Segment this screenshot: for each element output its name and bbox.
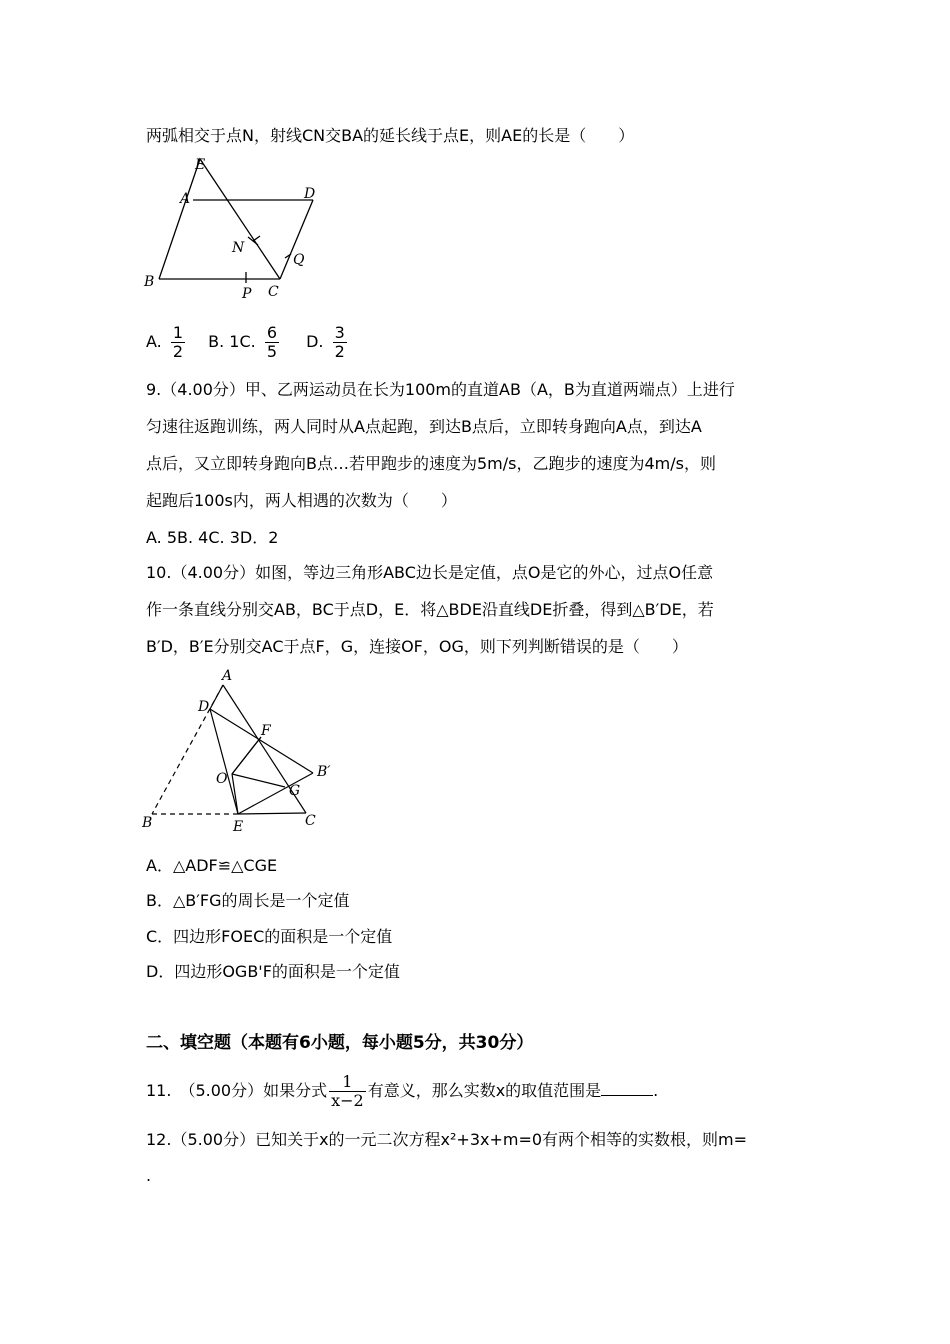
q8-option-d-num: 3 bbox=[334, 323, 345, 342]
q10-figure bbox=[138, 665, 348, 840]
q11-suffix: 有意义，那么实数x的取值范围是 bbox=[367, 1081, 602, 1100]
q8-label-b: B bbox=[144, 274, 155, 290]
q10-line-3: B′D，B′E分别交AC于点F，G，连接OF，OG，则下列判断错误的是（ ） bbox=[146, 637, 688, 656]
q8-option-d-fraction bbox=[333, 324, 347, 361]
q10-line-1: 10.（4.00分）如图，等边三角形ABC边长是定值，点O是它的外心，过点O任意 bbox=[146, 563, 714, 582]
q8-option-c-fraction bbox=[265, 324, 279, 361]
q9-line-3: 点后，又立即转身跑向B点…若甲跑步的速度为5m/s，乙跑步的速度为4m/s，则 bbox=[146, 454, 716, 473]
q11 bbox=[146, 1070, 658, 1112]
q8-option-a: A. bbox=[146, 332, 162, 351]
q8-option-b-c: B. 1C. bbox=[208, 332, 256, 351]
q10-option-c: C．四边形FOEC的面积是一个定值 bbox=[146, 927, 393, 946]
q11-prefix: 11. （5.00分）如果分式 bbox=[146, 1081, 328, 1100]
q10-option-b: B．△B′FG的周长是一个定值 bbox=[146, 891, 350, 910]
q8-option-a-num: 1 bbox=[172, 323, 184, 342]
q10-label-b-prime: B′ bbox=[317, 764, 331, 780]
q10-label-g: G bbox=[289, 783, 301, 799]
q12-line-2: . bbox=[146, 1166, 152, 1185]
q8-text: 两弧相交于点N，射线CN交BA的延长线于点E，则AE的长是（ ） bbox=[146, 126, 635, 145]
q8-option-a-den: 2 bbox=[172, 342, 184, 361]
q9-options: A. 5B. 4C. 3D．2 bbox=[146, 528, 279, 547]
q11-answer-blank[interactable] bbox=[601, 1079, 653, 1096]
q8-option-a-fraction bbox=[171, 324, 185, 361]
q10-label-o: O bbox=[216, 771, 228, 787]
q8-label-d: D bbox=[304, 186, 316, 202]
q9-line-2: 匀速往返跑训练，两人同时从A点起跑，到达B点后，立即转身跑向A点，到达A bbox=[146, 417, 702, 436]
q9-line-4: 起跑后100s内，两人相遇的次数为（ ） bbox=[146, 491, 457, 510]
q9-line-1: 9.（4.00分）甲、乙两运动员在长为100m的直道AB（A，B为直道两端点）上进行 bbox=[146, 380, 735, 399]
q12-line-1: 12.（5.00分）已知关于x的一元二次方程x²+3x+m=0有两个相等的实数根，则m= bbox=[146, 1130, 748, 1149]
q8-label-q: Q bbox=[293, 252, 305, 268]
q8-option-c-den: 5 bbox=[266, 342, 277, 361]
q8-option-c-num: 6 bbox=[266, 323, 277, 342]
q11-frac-den: x−2 bbox=[331, 1091, 364, 1110]
q8-label-p: P bbox=[242, 286, 252, 302]
q11-fraction bbox=[329, 1073, 366, 1110]
q8-option-d-den: 2 bbox=[334, 342, 345, 361]
q8-label-n: N bbox=[232, 240, 245, 256]
q11-end: . bbox=[653, 1081, 659, 1100]
q10-label-a: A bbox=[222, 668, 233, 684]
q8-label-e: E bbox=[195, 157, 206, 173]
q8-label-a: A bbox=[180, 191, 191, 207]
q10-label-b: B bbox=[142, 815, 153, 831]
q10-label-f: F bbox=[261, 723, 271, 739]
section-2-title: 二、填空题（本题有6小题，每小题5分，共30分） bbox=[146, 1033, 534, 1053]
q8-options bbox=[146, 322, 351, 362]
q10-option-a: A．△ADF≌△CGE bbox=[146, 856, 278, 875]
q10-label-c: C bbox=[305, 813, 316, 829]
q10-line-2: 作一条直线分别交AB，BC于点D，E．将△BDE沿直线DE折叠，得到△B′DE，若 bbox=[146, 600, 714, 619]
q8-figure bbox=[140, 153, 320, 303]
q8-option-d: D. bbox=[306, 332, 324, 351]
q8-label-c: C bbox=[268, 284, 279, 300]
q10-label-d: D bbox=[198, 699, 210, 715]
q10-label-e: E bbox=[233, 819, 244, 835]
q11-frac-num: 1 bbox=[329, 1073, 366, 1092]
q10-option-d: D．四边形OGB'F的面积是一个定值 bbox=[146, 962, 400, 981]
